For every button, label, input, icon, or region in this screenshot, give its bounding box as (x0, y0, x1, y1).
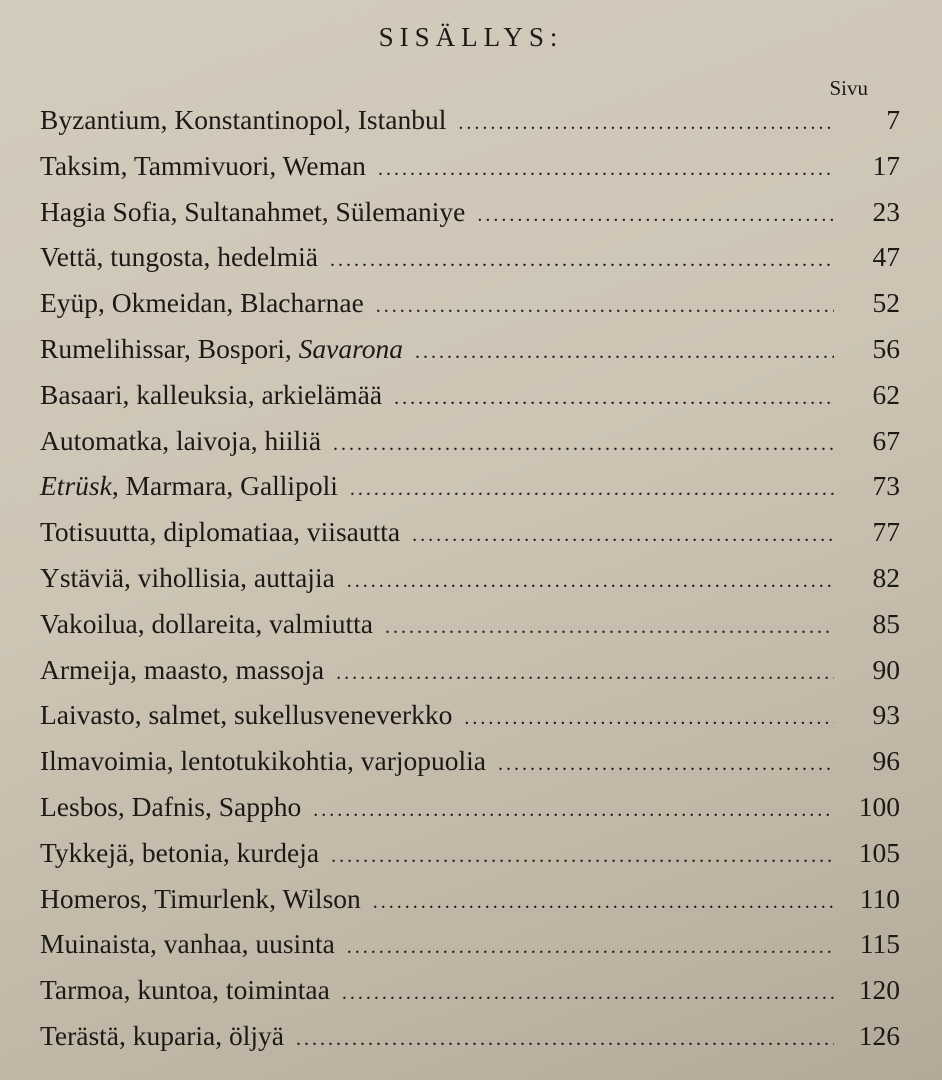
page-number: 105 (858, 836, 900, 868)
toc-entry (40, 333, 900, 379)
dot-leader (415, 341, 834, 364)
toc-entry (40, 883, 900, 929)
chapter-title (40, 287, 364, 319)
toc-entry (40, 241, 900, 287)
chapter-title-part: Vettä, tungosta, hedelmiä (40, 241, 318, 273)
page-number: 126 (858, 1019, 900, 1051)
dot-leader (313, 799, 834, 822)
page-number: 47 (872, 241, 900, 273)
dot-leader (336, 662, 834, 685)
dot-leader (376, 295, 834, 318)
dot-leader (330, 249, 834, 272)
chapter-title (40, 699, 452, 731)
chapter-title-part: Armeija, maasto, massoja (40, 653, 325, 685)
dot-leader (412, 524, 834, 547)
chapter-title-part: Muinaista, vanhaa, uusinta (40, 928, 335, 960)
chapter-title (40, 745, 486, 777)
dot-leader (385, 616, 834, 639)
chapter-title (40, 608, 373, 640)
toc-entry (40, 150, 900, 196)
chapter-title-part: Automatka, laivoja, hiiliä (40, 424, 322, 456)
toc-entry (40, 379, 900, 425)
page-number: 96 (872, 745, 900, 777)
chapter-title-part: Taksim, Tammivuori, Weman (40, 149, 366, 181)
toc-entry (40, 974, 900, 1020)
chapter-title-part: Eyüp, Okmeidan, Blacharnae (40, 287, 364, 319)
dot-leader (378, 158, 834, 181)
page-number: 110 (859, 882, 900, 914)
chapter-title (40, 470, 338, 502)
toc-entry (40, 287, 900, 333)
chapter-title (40, 883, 361, 915)
toc-entry (40, 608, 900, 654)
chapter-title-part: Vakoilua, dollareita, valmiutta (40, 607, 373, 639)
chapter-title (40, 562, 335, 594)
toc-entry (40, 562, 900, 608)
toc-entry (40, 837, 900, 883)
chapter-title-part: Basaari, kalleuksia, arkielämää (40, 378, 383, 410)
dot-leader (333, 433, 834, 456)
page-column-label: Sivu (829, 76, 868, 100)
chapter-title (40, 516, 400, 548)
page-number: 23 (872, 195, 900, 227)
chapter-title-part: Hagia Sofia, Sultanahmet, Sülemaniye (40, 195, 466, 227)
table-of-contents (40, 104, 900, 1066)
chapter-title-part: Tykkejä, betonia, kurdeja (40, 836, 320, 868)
dot-leader (347, 570, 834, 593)
page-number: 93 (872, 699, 900, 731)
chapter-title-italic-part: Savarona (298, 332, 404, 364)
chapter-title (40, 837, 319, 869)
page-number: 90 (872, 653, 900, 685)
page-number: 62 (872, 378, 900, 410)
toc-entry (40, 928, 900, 974)
toc-entry (40, 516, 900, 562)
dot-leader (458, 112, 834, 135)
chapter-title-part: Terästä, kuparia, öljyä (40, 1019, 284, 1051)
dot-leader (350, 478, 834, 501)
dot-leader (296, 1028, 834, 1051)
toc-entry (40, 654, 900, 700)
dot-leader (331, 845, 834, 868)
chapter-title (40, 791, 301, 823)
dot-leader (347, 936, 834, 959)
chapter-title (40, 150, 366, 182)
toc-entry (40, 1020, 900, 1066)
chapter-title-part: Ilmavoimia, lentotukikohtia, varjopuolia (40, 745, 487, 777)
page-number: 115 (859, 928, 900, 960)
chapter-title (40, 928, 335, 960)
page-number: 7 (886, 104, 900, 135)
chapter-title (40, 379, 382, 411)
dot-leader (342, 982, 834, 1005)
dot-leader (464, 707, 834, 730)
dot-leader (373, 891, 834, 914)
page-number: 100 (858, 790, 900, 822)
chapter-title (40, 425, 321, 457)
toc-entry (40, 196, 900, 242)
page-number: 77 (872, 516, 900, 548)
page-number: 73 (872, 470, 900, 502)
chapter-title (40, 104, 446, 136)
toc-entry (40, 470, 900, 516)
chapter-title-italic-part: Etrüsk (40, 470, 112, 502)
chapter-title-part: Laivasto, salmet, sukellusveneverkko (40, 699, 453, 731)
chapter-title-part: Totisuutta, diplomatiaa, viisautta (40, 516, 401, 548)
chapter-title (40, 333, 403, 365)
chapter-title (40, 196, 465, 228)
page-number: 85 (872, 607, 900, 639)
dot-leader (498, 753, 834, 776)
chapter-title (40, 974, 330, 1006)
chapter-title-part: Ystäviä, vihollisia, auttajia (40, 561, 335, 593)
chapter-title-part: Homeros, Timurlenk, Wilson (40, 882, 361, 914)
page-number: 120 (858, 974, 900, 1006)
page-number: 17 (872, 149, 900, 181)
page-number: 67 (872, 424, 900, 456)
toc-entry (40, 104, 900, 150)
dot-leader (477, 204, 834, 227)
page-number: 82 (872, 561, 900, 593)
toc-entry (40, 745, 900, 791)
toc-entry (40, 791, 900, 837)
chapter-title-part: Lesbos, Dafnis, Sappho (40, 790, 302, 822)
page-number: 56 (872, 332, 900, 364)
dot-leader (394, 387, 834, 410)
chapter-title (40, 1020, 284, 1052)
toc-entry (40, 699, 900, 745)
chapter-title-part: , Marmara, Gallipoli (111, 470, 338, 502)
page-title: SISÄLLYS: (378, 22, 564, 52)
chapter-title-part: Byzantium, Konstantinopol, Istanbul (40, 104, 447, 135)
chapter-title (40, 241, 318, 273)
chapter-title-part: Rumelihissar, Bospori, (40, 332, 299, 364)
chapter-title (40, 654, 324, 686)
toc-entry (40, 425, 900, 471)
page-number: 52 (872, 287, 900, 319)
chapter-title-part: Tarmoa, kuntoa, toimintaa (40, 974, 330, 1006)
